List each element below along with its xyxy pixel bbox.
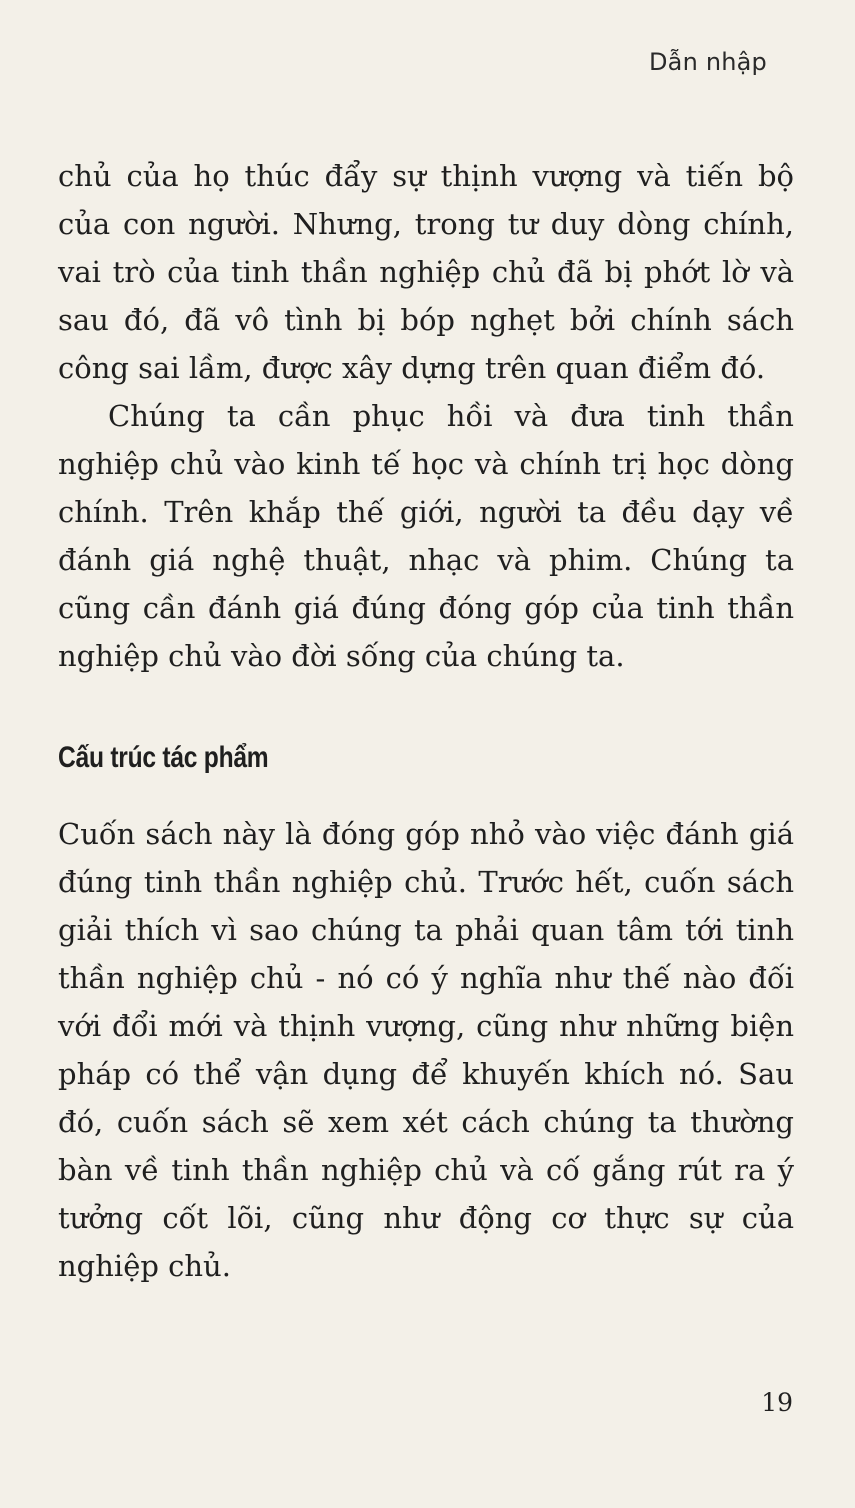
running-head-title: Dẫn nhập <box>649 48 767 76</box>
body-paragraph-3: Cuốn sách này là đóng góp nhỏ vào việc đánh giá đúng tinh thần nghiệp chủ. Trước hết, cuốn sách giải thích vì sao chúng ta phải quan tâm tới tinh thần nghiệp chủ - nó có ý nghĩa như thế nào đối với đổi mới và thịnh vượng, cũng như những biện pháp có thể vận dụng để khuyến khích nó. Sau đó, cuốn sách sẽ xem xét cách chúng ta thường bàn về tinh thần nghiệp chủ và cố gắng rút ra ý tưởng cốt lõi, cũng như động cơ thực sự của nghiệp chủ. <box>58 817 794 1283</box>
section-heading: Cấu trúc tác phẩm <box>58 741 269 774</box>
page-number: 19 <box>761 1388 793 1417</box>
body-paragraph-1: chủ của họ thúc đẩy sự thịnh vượng và tiến bộ của con người. Nhưng, trong tư duy dòng chính, vai trò của tinh thần nghiệp chủ đã bị phớt lờ và sau đó, đã vô tình bị bóp nghẹt bởi chính sách công sai lầm, được xây dựng trên quan điểm đó. <box>58 159 794 385</box>
body-paragraph-2: Chúng ta cần phục hồi và đưa tinh thần nghiệp chủ vào kinh tế học và chính trị học dòng chính. Trên khắp thế giới, người ta đều dạy về đánh giá nghệ thuật, nhạc và phim. Chúng ta cũng cần đánh giá đúng đóng góp của tinh thần nghiệp chủ vào đời sống của chúng ta. <box>58 399 794 673</box>
